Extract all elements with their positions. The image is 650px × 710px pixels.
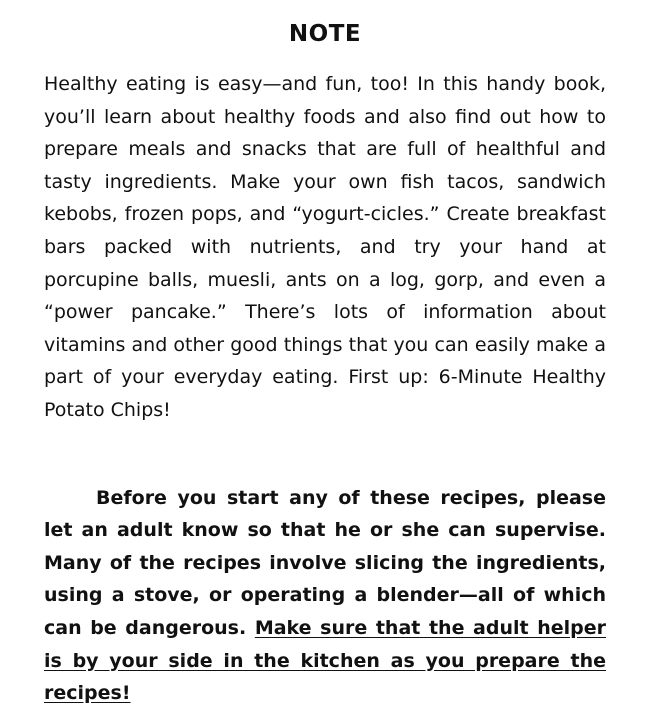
- page-title: NOTE: [288, 21, 362, 47]
- safety-text: Before you start any of these recipes, please let an adult know so that he or she can supervise. Many of the recipes involve slicing the ingredients, using a stove, or operating a blender—all of which can be dangerous.: [44, 486, 606, 639]
- safety-paragraph: [44, 482, 606, 710]
- safety-emphasis: Make sure that the adult helper is by your side in the kitchen as you prepare the recipes!: [44, 616, 606, 705]
- note-page: [44, 18, 606, 710]
- intro-paragraph: Healthy eating is easy—and fun, too! In this handy book, you’ll learn about healthy foods and also find out how to prepare meals and snacks that are full of healthful and tasty ingredients. Make your own fish tacos, sandwich kebobs, frozen pops, and “yogurt-cicles.” Create breakfast bars packed with nutrients, and try your hand at porcupine balls, muesli, ants on a log, gorp, and even a “power pancake.” There’s lots of information about vitamins and other good things that you can easily make a part of your everyday eating. First up: 6-Minute Healthy Potato Chips!: [44, 73, 606, 421]
